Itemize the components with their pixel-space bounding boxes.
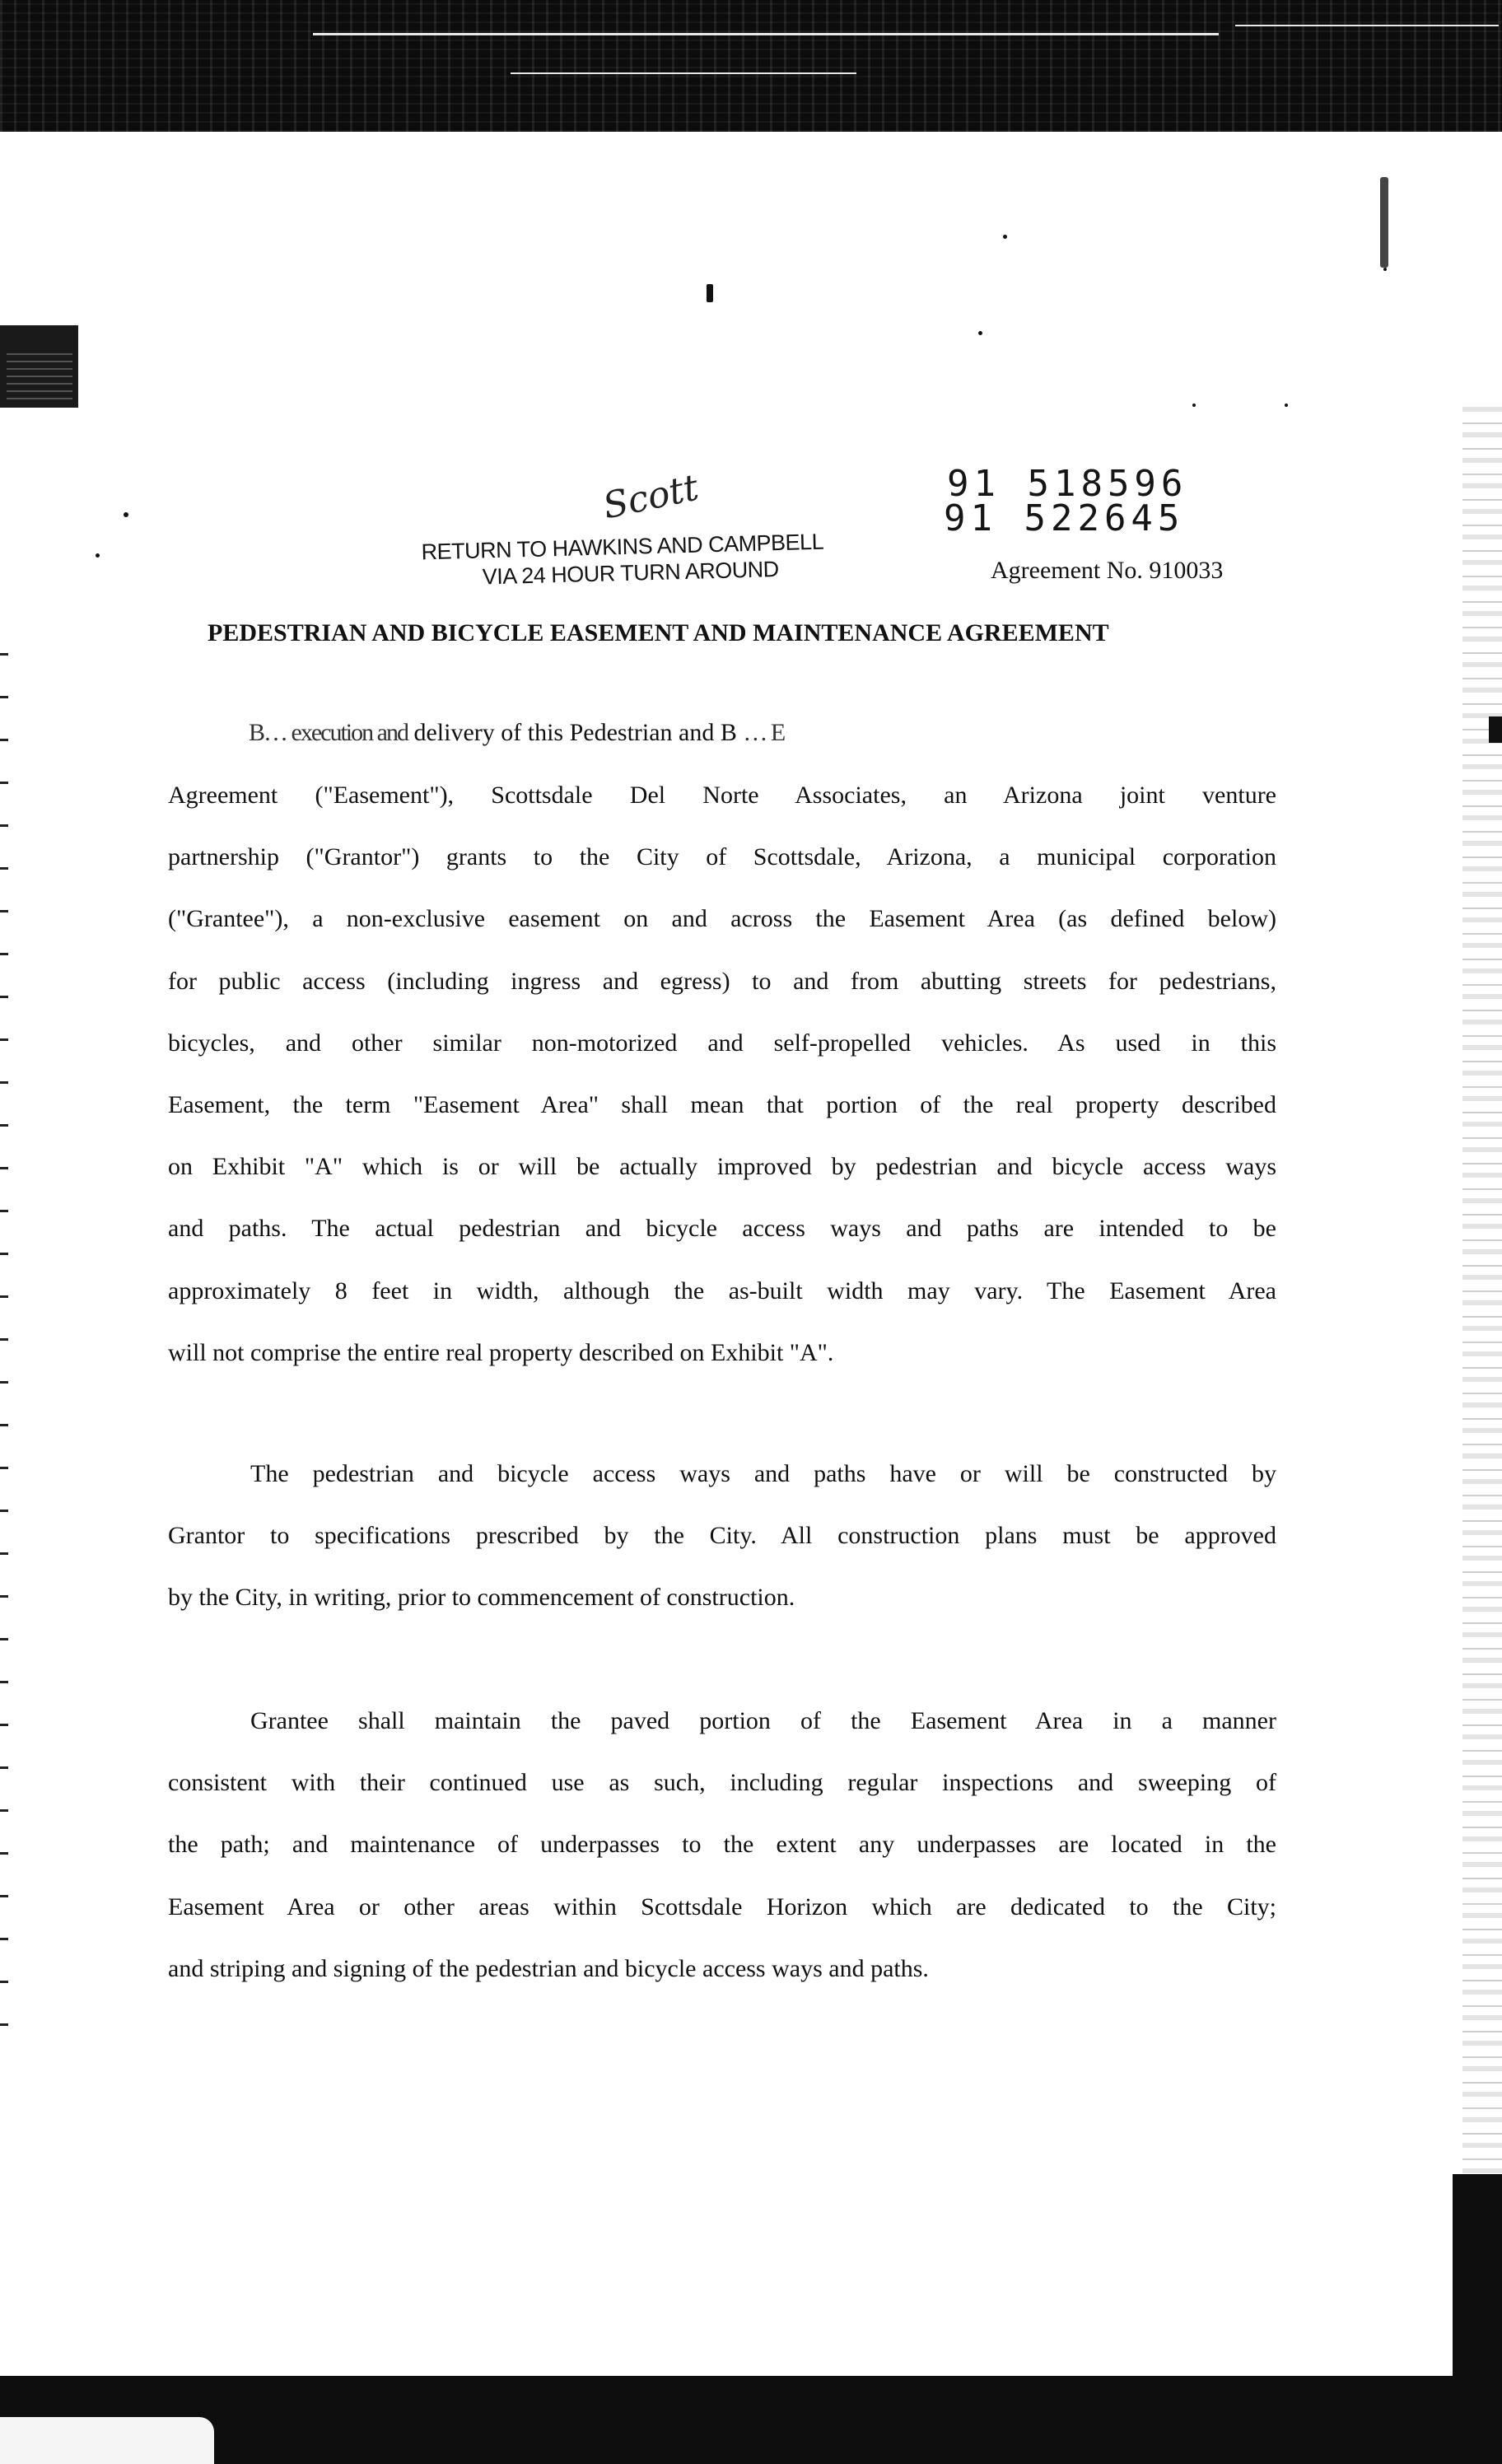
scan-right-edge (1462, 404, 1502, 2199)
scan-speck (1383, 268, 1387, 271)
return-stamp-line-1: RETURN TO HAWKINS AND CAMPBELL (421, 529, 824, 565)
recording-number-2: 91 522645 (944, 497, 1185, 539)
paragraph-2 (168, 1443, 1276, 1629)
paragraph-line: Easement, the term "Easement Area" shall mean that portion of the real property described (168, 1090, 1276, 1118)
paragraph-3 (168, 1690, 1276, 2000)
paragraph-line: and paths. The actual pedestrian and bicycle access ways and paths are intended to be (168, 1215, 1276, 1243)
document-title: PEDESTRIAN AND BICYCLE EASEMENT AND MAINTENANCE AGREEMENT (208, 619, 1109, 646)
paragraph-line: for public access (including ingress and egress) to and from abutting streets for pedestrians, (168, 967, 1276, 995)
paragraph-line: bicycles, and other similar non-motorized and self-propelled vehicles. As used in this (168, 1029, 1276, 1057)
scan-bottom-patch (0, 2417, 214, 2464)
scan-speck (1192, 404, 1196, 407)
paragraph-1 (168, 764, 1276, 1384)
scan-speck (1003, 235, 1007, 239)
scan-speck (978, 331, 982, 335)
scan-streak (511, 72, 856, 74)
opening-visible-text: delivery of this Pedestrian and B (413, 719, 737, 746)
opening-line (249, 719, 784, 747)
paragraph-line: Agreement ("Easement"), Scottsdale Del Norte Associates, an Arizona joint venture (168, 782, 1276, 809)
paragraph-line: on Exhibit "A" which is or will be actually improved by pedestrian and bicycle access ways (168, 1153, 1276, 1181)
scan-speck (96, 553, 100, 558)
scan-streak (1235, 25, 1499, 26)
handwritten-note: Scott (599, 466, 702, 528)
opening-faded-start: B… execution and (249, 719, 408, 746)
paragraph-line: the path; and maintenance of underpasses to the extent any underpasses are located in the (168, 1831, 1276, 1859)
paragraph-line: by the City, in writing, prior to commencement of construction. (168, 1584, 795, 1612)
paragraph-line: partnership ("Grantor") grants to the City of Scottsdale, Arizona, a municipal corporation (168, 843, 1276, 871)
recording-number-1: 91 518596 (947, 463, 1188, 505)
scan-speck (1285, 404, 1288, 407)
paragraph-line: ("Grantee"), a non-exclusive easement on and across the Easement Area (as defined below) (168, 905, 1276, 933)
paragraph-line: The pedestrian and bicycle access ways and paths have or will be constructed by (250, 1460, 1276, 1487)
paragraph-line: Grantee shall maintain the paved portion of the Easement Area in a manner (250, 1707, 1276, 1734)
scan-speck (1380, 177, 1388, 268)
paragraph-line: will not comprise the entire real property described on Exhibit "A". (168, 1338, 834, 1366)
paragraph-line: approximately 8 feet in width, although the as-built width may vary. The Easement Area (168, 1276, 1276, 1304)
agreement-number: Agreement No. 910033 (991, 557, 1224, 584)
scan-right-mark (1489, 716, 1502, 743)
paragraph-line: and striping and signing of the pedestrian and bicycle access ways and paths. (168, 1954, 929, 1982)
scan-left-edge (0, 626, 8, 2026)
return-stamp (421, 529, 824, 592)
paragraph-line: Easement Area or other areas within Scottsdale Horizon which are dedicated to the City; (168, 1892, 1276, 1920)
opening-faded-end: … E (743, 719, 785, 746)
return-stamp-line-2: VIA 24 HOUR TURN AROUND (482, 557, 780, 590)
scan-speck (707, 284, 713, 302)
paragraph-line: Grantor to specifications prescribed by the City. All construction plans must be approved (168, 1522, 1276, 1550)
scan-streak (313, 33, 1219, 35)
scan-top-noise (0, 0, 1502, 132)
scan-bottom-border (0, 2376, 1502, 2464)
scan-speck (124, 512, 128, 517)
paragraph-line: consistent with their continued use as such, including regular inspections and sweeping of (168, 1769, 1276, 1797)
scan-left-tab-noise (7, 350, 72, 399)
